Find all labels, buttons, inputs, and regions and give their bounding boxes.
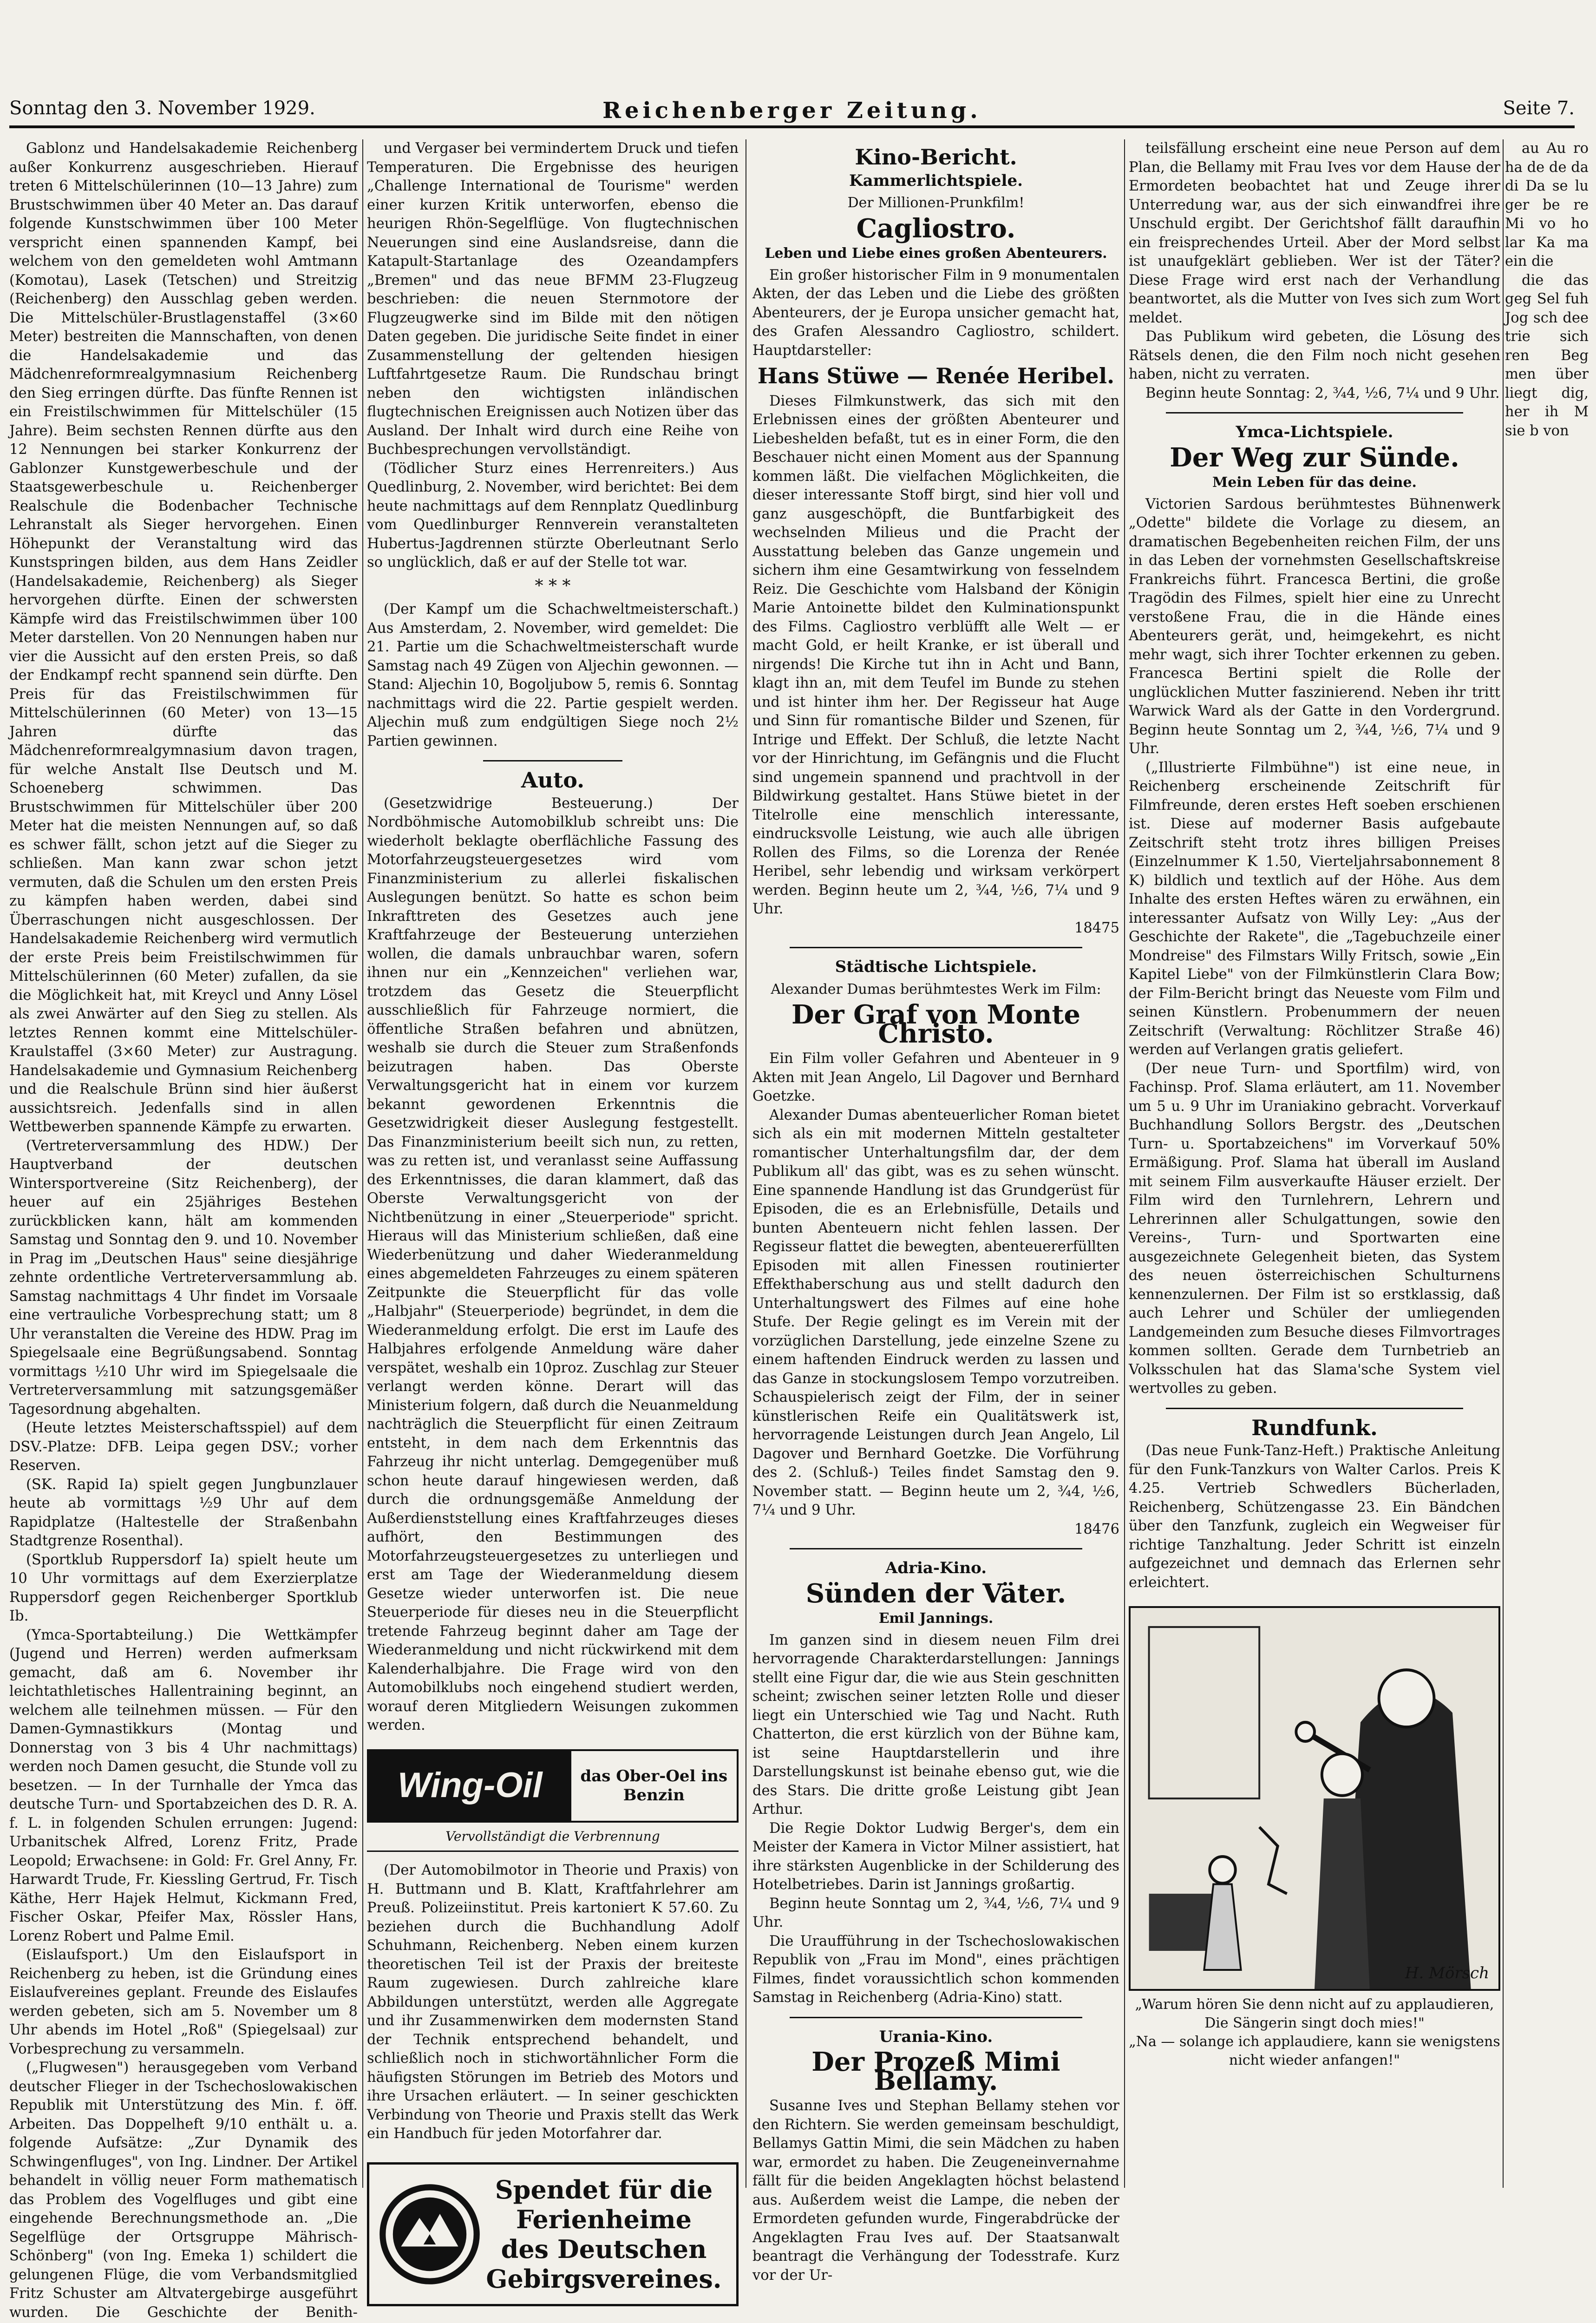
article-paragraph: (Heute letztes Meisterschaftsspiel) auf dem DSV.-Platze: DFB. Leipa gegen DSV.; vorher Reserven.: [9, 1420, 358, 1474]
article-paragraph: Die Regie Doktor Ludwig Berger's, dem ein Meister der Kamera in Victor Milner assistiert, hat ihre stärksten Augenblicke in der Schilderung des Hotelbetriebes. Darin ist Jannings großartig.: [752, 1820, 1119, 1893]
divider: [1166, 1408, 1463, 1409]
article-paragraph: („Flugwesen") herausgegeben vom Verband deutscher Flieger in der Tschechoslowakischen Republik mit Unterstützung des Min. f. öff. Arbeiten. Das Doppelheft 9/10 enthält u. a. folgende Aufsätze: „Zur Dynamik des Schwingenfluges", von Ing. Lindner. Der Artikel behandelt in völlig neuer Form mathematisch das Problem des Vogelfluges und gibt eine eingehende Berechnungsmethode an. „Die Segelflüge der Ortsgruppe Mährisch-Schönberg" (von Ing. Emeka 1) schildert die gelungenen Flüge, die vom Verbandsmitglied Fritz Schuster am Altvatergebirge ausgeführt wurden. Die Geschichte der Benith-: [9, 2060, 358, 2321]
article-paragraph: Dieses Filmkunstwerk, das sich mit den Erlebnissen eines der größten Abenteurer und Liebeshelden befaßt, tut es in einer Form, die den Beschauer nicht einen Moment aus der Spannung kommen läßt. Die vielfachen Möglichkeiten, die dieser interessante Stoff birgt, sind hier voll und ganz ausgeschöpft, die Buntfarbigkeit des wechselnden Milieus und die Pracht der Ausstattung beleben das Ganze ungemein und sichern ihm eine Gesamtwirkung von fesselndem Reiz. Die Geschichte vom Halsband der Königin Marie Antoinette bildet den Kulminationspunkt des Films. Cagliostro verblüfft alle Welt — er macht Gold, er heilt Kranke, er ist überall und nirgends! Die Kirche tut ihn in Acht und Bann, klagt ihn an, mit dem Teufel im Bunde zu stehen und ist hinter ihm her. Der Regisseur hat Auge und Sinn für romantische Bilder und Szenen, für Intrige und Effekt. Der Schluß, die letzte Nacht vor der Hinrichtung, im Gefängnis und die Flucht sind ungemein spannend und prachtvoll in der Bildwirkung gestaltet. Hans Stüwe bietet in der Titelrolle eine menschlich interessante, eindrucksvolle Leistung, wie auch alle übrigen Rollen des Films, so die Lorenza der Renée Heribel, sehr lebendig und wirksam verkörpert werden. Beginn heute um 2, ¾4, ½6, 7¼ und 9 Uhr.: [752, 393, 1119, 917]
masthead: [9, 70, 1575, 128]
column-rule: [362, 139, 363, 2188]
article-paragraph: Susanne Ives und Stephan Bellamy stehen vor den Richtern. Sie werden gemeinsam beschuldigt, Bellamys Gattin Mimi, die sein Mädchen zu haben war, ermordet zu haben. Die Zeugeneinvernahme fällt für die beiden Angeklagten höchst belastend aus. Außerdem weist die Lampe, die neben der Ermordeten gefunden wurde, Fingerabdrücke der Angeklagten Frau Ives auf. Der Staatsanwalt beantragt die Verhängung der Todesstrafe. Kurz vor der Ur-: [752, 2098, 1119, 2284]
article-paragraph: (Der Kampf um die Schachweltmeisterschaft.) Aus Amsterdam, 2. November, wird gemeldet: Die 21. Partie um die Schachweltmeisterschaft wurde Samstag nach 49 Zügen von Aljechin gewonnen. — Stand: Aljechin 10, Bogoljubow 5, remis 6. Sonntag nachmittags wird die 22. Partie gespielt werden. Aljechin muß zum endgültigen Siege noch 2½ Partien gewinnen.: [367, 601, 739, 749]
column-4: [1129, 139, 1500, 2188]
cartoon-caption: „Warum hören Sie denn nicht auf zu applaudieren, Die Sängerin singt doch mies!" „Na — solange ich applaudiere, kann sie wenigstens nicht wieder anfangen!": [1129, 1996, 1500, 2068]
ad-code: 18475: [1074, 919, 1119, 936]
film-subtitle: Der Millionen-Prunkfilm!: [847, 195, 1025, 211]
divider: [790, 2017, 1082, 2018]
section-heading-auto: Auto.: [521, 768, 585, 793]
film-title: Cagliostro.: [856, 213, 1016, 244]
wing-oil-tagline: das Ober-Oel ins Benzin: [580, 1767, 728, 1805]
page-number: Seite 7.: [1503, 98, 1575, 119]
gebirgsverein-emblem-icon: [379, 2183, 481, 2285]
article-paragraph: Alexander Dumas abenteuerlicher Roman bietet sich als ein mit modernen Mitteln gestalteter romantischer Unterhaltungsfilm dar, der dem Publikum all' das gibt, was es zu sehen wünscht. Eine spannende Handlung ist das Grundgerüst für Episoden, die es an Erlebnisfülle, Details und bunten Abenteuern nicht fehlen lassen. Der Regisseur flattet die bewegten, abenteuererfüllten Episoden mit allen Finessen routinierter Effekthaberschung aus und stellt dadurch den Unterhaltungswert des Filmes auf eine hohe Stufe. Der Regie gelingt es im Verein mit der vorzüglichen Darstellung, jede einzelne Szene zu einem haftenden Eindruck werden zu lassen und das Ganze in stockungslosem Tempo vorzutreiben. Schauspielerisch zeigt der Film, der in seiner künstlerischen Reife ein Qualitätswerk ist, hervorragende Leistungen durch Jean Angelo, Lil Dagover und Bernhard Goetzke. Die Vorführung des 2. (Schluß-) Teiles findet Samstag den 9. November statt. — Beginn heute um 2, ¾4, ½6, 7¼ und 9 Uhr.: [752, 1107, 1119, 1518]
paper-title: Reichenberger Zeitung.: [602, 98, 981, 124]
separator-stars: * * *: [535, 576, 571, 596]
film-star: Emil Jannings.: [878, 1610, 994, 1627]
article-paragraph: (Eislaufsport.) Um den Eislaufsport in Reichenberg zu heben, ist die Gründung eines Eislaufvereines geplant. Freunde des Eislaufes werden gebeten, sich am 5. November um 8 Uhr abends im Hotel „Roß" (Spiegelsaal) zur Vorbesprechung zu versammeln.: [9, 1947, 358, 2057]
film-subtitle: Alexander Dumas berühmtestes Werk im Film:: [771, 981, 1101, 997]
article-paragraph: (Das neue Funk-Tanz-Heft.) Praktische Anleitung für den Funk-Tanzkurs von Walter Carlos. Preis K 4.25. Vertrieb Schwedlers Bücherladen, Reichenberg, Schützengasse 23. Ein Bändchen über den Tanzfunk, zugleich ein Wegweiser für richtige Tanzhaltung. Jeder Schritt ist einzeln aufgezeichnet und demnach das Erlernen sehr erleichtert.: [1129, 1443, 1500, 1591]
column-3: [752, 139, 1119, 2284]
article-paragraph: Victorien Sardous berühmtestes Bühnenwerk „Odette" bildete die Vorlage zu diesem, an dramatischen Begebenheiten reichen Film, der uns in das Leben der vornehmsten Gesellschaftskreise Frankreichs führt. Francesca Bertini, die große Tragödin des Filmes, spielt hier eine zu Unrecht verstoßene Frau, die in die Hände eines Abenteurers gerät, und, heimgekehrt, es nicht mehr wagt, sich ihrer Tochter erkennen zu geben. Francesca Bertini spielt die Rolle der unglücklichen Mutter faszinierend. Neben ihr tritt Warwick Ward als der Gatte in den Vordergrund. Beginn heute Sonntag um 2, ¾4, ½6, 7¼ und 9 Uhr.: [1129, 496, 1500, 757]
cartoon-drawing: [1131, 1608, 1498, 1989]
ad-code: 18476: [1074, 1521, 1119, 1537]
issue-date: Sonntag den 3. November 1929.: [9, 98, 315, 119]
venue-heading: Kammerlichtspiele.: [849, 171, 1023, 190]
film-title: Der Prozeß Mimi Bellamy.: [811, 2047, 1060, 2096]
wing-oil-subline: Vervollständigt die Verbrennung: [367, 1827, 739, 1852]
section-heading-kino: Kino-Bericht.: [855, 144, 1017, 170]
article-paragraph: au Au ro ha de de da di Da se lu ger be re Mi vo ho lar Ka ma ein die: [1505, 140, 1589, 269]
divider: [1166, 412, 1463, 413]
column-rule: [1124, 139, 1125, 2188]
wing-oil-brand: Wing-Oil: [369, 1751, 571, 1821]
column-rule: [1503, 139, 1504, 2188]
article-paragraph: (SK. Rapid Ia) spielt gegen Jungbunzlauer heute ab vormittags ½9 Uhr auf dem Rapidplatze (Haltestelle der Straßenbahn Stadtgrenze Rosenthal).: [9, 1476, 358, 1549]
divider: [790, 1548, 1082, 1549]
ferienheime-ad-text: Spendet für die Ferienheime des Deutschen Gebirgsvereines.: [486, 2174, 722, 2294]
film-subtitle: Mein Leben für das deine.: [1212, 474, 1417, 491]
column-5-cropped: [1505, 139, 1589, 2188]
article-paragraph: Im ganzen sind in diesem neuen Film drei hervorragende Charakterdarstellungen: Jannings stellt eine Figur dar, die wie aus Stein geschnitten scheint; zwischen seiner letzten Rolle und dieser liegt ein Unterschied wie Tag und Nacht. Ruth Chatterton, die erst kürzlich von der Bühne kam, ist seine Hauptdarstellerin und ihre Darstellungskunst ist beinahe ebenso gut, wie die des Stars. Die dritte große Leistung gibt Jean Arthur.: [752, 1632, 1119, 1818]
cartoon-signature: H. Mörsch: [1405, 1963, 1489, 1982]
article-paragraph: Ein Film voller Gefahren und Abenteuer in 9 Akten mit Jean Angelo, Lil Dagover und Bernhard Goetzke.: [752, 1050, 1119, 1104]
venue-heading: Städtische Lichtspiele.: [835, 958, 1037, 976]
article-paragraph: Das Publikum wird gebeten, die Lösung des Rätsels denen, die den Film noch nicht gesehen haben, nicht zu verraten.: [1129, 328, 1500, 382]
film-tagline: Leben und Liebe eines großen Abenteurers.: [765, 245, 1107, 262]
divider: [483, 760, 622, 761]
divider: [790, 947, 1082, 948]
article-paragraph: (Der Automobilmotor in Theorie und Praxis) von H. Buttmann und B. Klatt, Kraftfahrlehrer am Preuß. Polizeiinstitut. Preis kartoniert K 57.60. Zu beziehen durch die Buchhandlung Adolf Schuhmann, Reichenberg. Neben einem kurzen theoretischen Teil ist der Praxis der breiteste Raum zugewiesen. Durch zahlreiche klare Abbildungen unterstützt, werden alle Aggregate und ihr Zusammenwirken dem modernsten Stand der Technik entsprechend behandelt, und schließlich noch in stichwortähnlicher Form die häufigsten Störungen im Betrieb des Motors und ihre Ursachen erläutert. — In seiner geschickten Verbindung von Theorie und Praxis stellt das Werk ein Handbuch für jeden Motorfahrer dar.: [367, 1862, 739, 2142]
film-title: Sünden der Väter.: [805, 1578, 1066, 1609]
ferienheime-ad: [367, 2162, 739, 2306]
wing-oil-ad: [367, 1749, 739, 1823]
article-paragraph: (Der neue Turn- und Sportfilm) wird, von Fachinsp. Prof. Slama erläutert, am 11. November um 5 u. 9 Uhr im Uraniakino gebracht. Vorverkauf Buchhandlung Sollors Bergstr. des „Deutschen Turn- u. Sportabzeichens" im Vorverkauf 50% Ermäßigung. Prof. Slama hat überall im Ausland mit seinem Film ausverkaufte Häuser erzielt. Der Film wird den Turnlehrern, Lehrern und Lehrerinnen aller Schulgattungen, sowie den Vereins-, Turn- und Sportwarten eine ausgezeichnete Gelegenheit bieten, das System des neuen österreichischen Schulturnens kennenzulernen. Der Film ist so erstklassig, daß auch Lehrer und Schüler der umliegenden Landgemeinden zum Besuche dieses Filmvortrages kommen sollten. Gerade dem Turnbetrieb an Volksschulen hat das Slama'sche System viel wertvolles zu geben.: [1129, 1060, 1500, 1397]
film-title: Der Graf von Monte Christo.: [791, 999, 1081, 1049]
column-2: [367, 139, 739, 2294]
article-paragraph: Die Uraufführung in der Tschechoslowakischen Republik von „Frau im Mond", eines prächtigen Filmes, findet voraussichtlich schon kommenden Samstag in Reichenberg (Adria-Kino) statt.: [752, 1933, 1119, 2006]
article-paragraph: Ein großer historischer Film in 9 monumentalen Akten, der das Leben und die Liebe des größten Abenteurers, der je Europa unsicher gemacht hat, des Grafen Alessandro Cagliostro, schildert. Hauptdarsteller:: [752, 267, 1119, 359]
article-paragraph: (Gesetzwidrige Besteuerung.) Der Nordböhmische Automobilklub schreibt uns: Die wiederholt beklagte oberflächliche Fassung des Motorfahrzeugsteuergesetzes wird vom Finanzministerium zu allerlei fiskalischen Auslegungen benützt. So hatte es schon beim Inkrafttreten des Gesetzes auch jene Kraftfahrzeuge der Besteuerung unterziehen wollen, die damals unbrauchbar waren, sofern ihnen nur ein „Kennzeichen" verliehen war, trotzdem das Gesetz die Steuerpflicht ausschließlich für Fahrzeuge normiert, die öffentliche Straßen befahren und abnützen, weshalb sie durch die Steuer zum Straßenfonds beizutragen haben. Das Oberste Verwaltungsgericht hat in einem vor kurzem bekannt gewordenen Erkenntnis die Gesetzwidrigkeit dieser Auslegung festgestellt. Das Finanzministerium beeilt sich nun, zu retten, was zu retten ist, und veranlasst seine Auffassung des Erkenntnisses, die daran klammert, daß das Oberste Verwaltungsgericht von der Nichtbenützung in einer „Steuerperiode" spricht. Hieraus will das Ministerium schließen, daß eine Wiederbenützung und daher Wiederanmeldung eines abgemeldeten Fahrzeuges zu einem späteren Zeitpunkte die Steuerpflicht für das volle „Halbjahr" (Steuerperiode) begründet, in dem die Wiederanmeldung erfolgt. Die erst im Laufe des Halbjahres erfolgende Anmeldung wäre daher verspätet, weshalb ein 10proz. Zuschlag zur Steuer verlangt werden könne. Derart will das Ministerium folgern, daß durch die Neuanmeldung nachträglich die Steuerpflicht für einen Zeitraum entsteht, in dem nach dem Erkenntnis das Fahrzeug ihr nicht unterlag. Demgegenüber muß schon heute darauf hingewiesen werden, daß durch die ordnungsgemäße Anmeldung der Außerdienststellung eines Kraftfahrzeuges dieses aufhört, den Bestimmungen des Motorfahrzeugsteuergesetzes zu unterliegen und erst am Tage der Wiederanmeldung diesem Gesetze wieder unterworfen ist. Die neue Steuerperiode für dieses neu in die Steuerpflicht tretende Fahrzeug beginnt daher am Tage der Wiederanmeldung und nicht rückwirkend mit dem Kalenderhalbjahre. Die Frage wird von den Automobilklubs noch eingehend studiert werden, worauf deren Mitgliedern Weisungen zukommen werden.: [367, 795, 739, 1733]
article-paragraph: Gablonz und Handelsakademie Reichenberg außer Konkurrenz ausgeschrieben. Hierauf treten 6 Mittelschülerinnen (10—13 Jahre) zum Brustschwimmen über 40 Meter an. Das darauf folgende Kunstschwimmen über 100 Meter verspricht einen spannenden Kampf, bei welchem von den gemeldeten wohl Amtmann (Komotau), Lasek (Tetschen) und Streitzig (Reichenberg) den Ausschlag geben werden. Die Mittelschüler-Brustlagenstaffel (3×60 Meter) bestreiten die Mannschaften, von denen die Handelsakademie und das Mädchenreformrealgymnasium Reichenberg den Sieg erringen dürfte. Das fünfte Rennen ist ein Freistilschwimmen für Mittelschüler (15 Jahre). Beim sechsten Rennen dürfte aus den 12 Nennungen bei starker Konkurrenz der Gablonzer Kunstgewerbeschule und der Staatsgewerbeschule u. Reichenberger Realschule die Bodenbacher Technische Lehranstalt als Sieger hervorgehen. Einen Höhepunkt der Veranstaltung wird das Kunstspringen bilden, aus dem Hans Zeidler (Handelsakademie, Reichenberg) als Sieger hervorgehen dürfte. Einen der schwersten Kämpfe wird das Freistilschwimmen über 100 Meter darstellen. Von 20 Nennungen haben nur vier die Aussicht auf den ersten Preis, so daß der Endkampf recht spannend sein dürfte. Den Preis für das Freistilschwimmen für Mittelschülerinnen (60 Meter) von 13—15 Jahren dürfte das Mädchenreformrealgymnasium davon tragen, für welche Anstalt Ilse Deutsch und M. Schoeneberg schwimmen. Das Brustschwimmen für Mittelschüler über 200 Meter hat die meisten Nennungen auf, so daß es schwer fällt, schon jetzt auf die Sieger zu schließen. Man kann zwar schon jetzt vermuten, daß die Schulen um den ersten Preis zu kämpfen haben werden, dabei sind Überraschungen nicht ausgeschlossen. Der Handelsakademie Reichenberg wird vermutlich der erste Preis beim Freistilschwimmen für Mittelschülerinnen (60 Meter) zufallen, da sie die Möglichkeit hat, mit Kreycl und Anny Lösel als zwei Anwärter auf den Sieg zu stellen. Als letztes Rennen kommt eine Mittelschüler-Kraulstaffel (3×60 Meter) zur Austragung. Handelsakademie und Gymnasium Reichenberg und die Realschule Brünn sind hier äußerst aussichtsreich. Jedenfalls sind in allen Wettbewerben spannende Kämpfe zu erwarten.: [9, 140, 358, 1135]
article-paragraph: und Vergaser bei vermindertem Druck und tiefen Temperaturen. Die Ergebnisse des heurigen „Challenge International de Tourisme" werden einer kurzen Kritik unterworfen, ebenso die heurigen Rhön-Segelflüge. Von flugtechnischen Neuerungen sind eine Auslandsreise, dann die Katapult-Startanlage des Ozeandampfers „Bremen" und das neue BFMM 23-Flugzeug beschrieben: die neuen Sternmotore der Flugzeugwerke sind im Bilde mit den nötigen Daten gegeben. Die juridische Seite findet in einer Zusammenstellung der geltenden hiesigen Luftfahrtgesetze Raum. Die Rundschau bringt neben den wichtigsten inländischen flugtechnischen Ereignissen auch Notizen über das Ausland. Der Inhalt wird durch eine Reihe von Buchbesprechungen vervollständigt.: [367, 140, 739, 458]
venue-heading: Adria-Kino.: [885, 1559, 987, 1577]
article-paragraph: Beginn heute Sonntag um 2, ¾4, ½6, 7¼ und 9 Uhr.: [752, 1895, 1119, 1930]
article-paragraph: (Sportklub Ruppersdorf Ia) spielt heute um 10 Uhr vormittags auf dem Exerzierplatze Ruppersdorf gegen Reichenberger Sportklub Ib.: [9, 1551, 358, 1624]
article-paragraph: („Illustrierte Filmbühne") ist eine neue, in Reichenberg erscheinende Zeitschrift für Filmfreunde, deren erstes Heft soeben erschienen ist. Diese auf moderner Basis aufgebaute Zeitschrift steht trotz ihres billigen Preises (Einzelnummer K 1.50, Vierteljahrsabonnement 8 K) bildlich und textlich auf der Höhe. Aus dem Inhalte des ersten Heftes wären zu erwähnen, ein interessanter Aufsatz von Willy Ley: „Aus der Geschichte der Rakete", die „Tagebuchzeile einer Mondreise" des Filmstars Willy Fritsch, sowie „Ein Kapitel Liebe" von der Filmkünstlerin Clara Bow; der Film-Bericht bringt das Neueste vom Film und seinen Künstlern. Probenummern der neuen Zeitschrift (Verwaltung: Röchlitzer Straße 46) werden auf Verlangen gratis geliefert.: [1129, 759, 1500, 1058]
article-paragraph: teilsfällung erscheint eine neue Person auf dem Plan, die Bellamy mit Frau Ives vor dem Hause der Ermordeten beobachtet hat und Zeuge ihrer Unterredung war, aus der sich einwandfrei ihre Unschuld ergibt. Der Gerichtshof fällt daraufhin ein freisprechendes Urteil. Aber der Mord selbst ist unaufgeklärt geblieben. Wer ist der Täter? Diese Frage wird erst nach der Verhandlung beantwortet, als die Mutter von Ives sich zum Wort meldet.: [1129, 140, 1500, 326]
venue-heading: Urania-Kino.: [879, 2027, 993, 2046]
column-1: [9, 139, 358, 2321]
film-stars: Hans Stüwe — Renée Heribel.: [757, 363, 1115, 388]
article-paragraph: (Ymca-Sportabteilung.) Die Wettkämpfer (Jugend und Herren) werden aufmerksam gemacht, daß am 6. November ihr leichtathletisches Hallentraining beginnt, an welchem alle teilnehmen müssen. — Für den Damen-Gymnastikkurs (Montag und Donnerstag von 3 bis 4 Uhr nachmittags) werden noch Damen gesucht, die Stunde voll zu besetzen. — In der Turnhalle der Ymca das deutsche Turn- und Sportabzeichen des D. R. A. f. L. in folgenden Schulen errungen: Jugend: Urbanitschek Alfred, Lorenz Fritz, Prade Leopold; Erwachsene: in Gold: Fr. Grel Anny, Fr. Harwardt Trude, Fr. Kiessling Gertrud, Fr. Tisch Käthe, Herr Hajek Helmut, Kickmann Fred, Fischer Oskar, Pfeifer Max, Rössler Hans, Lorenz Robert und Palme Emil.: [9, 1627, 358, 1944]
cartoon-illustration: [1129, 1606, 1500, 1991]
article-paragraph: die das geg Sel fuh Jog sch dee trie sich ren Beg men über liegt dig, her ih M sie b von: [1505, 272, 1589, 439]
article-paragraph: (Vertreterversammlung des HDW.) Der Hauptverband der deutschen Wintersportvereine (Sitz Reichenberg), der heuer auf ein 25jähriges Bestehen zurückblicken kann, hält am kommenden Samstag und Sonntag den 9. und 10. November in Prag im „Deutschen Haus" seine diesjährige zehnte ordentliche Vertreterversammlung ab. Samstag nachmittags 4 Uhr findet im Vorsaale eine vertrauliche Vorbesprechung statt; um 8 Uhr veranstalten die Vereine des HDW. Prag im Spiegelsaale eine Begrüßungsabend. Sonntag vormittags ½10 Uhr wird im Spiegelsaale die Vertreterversammlung mit satzungsgemäßer Tagesordnung abgehalten.: [9, 1137, 358, 1417]
article-paragraph: Beginn heute Sonntag: 2, ¾4, ½6, 7¼ und 9 Uhr.: [1145, 385, 1500, 401]
film-title: Der Weg zur Sünde.: [1170, 442, 1459, 473]
article-paragraph: (Tödlicher Sturz eines Herrenreiters.) Aus Quedlinburg, 2. November, wird berichtet: Bei dem heute nachmittags auf dem Rennplatz Quedlinburg vom Quedlinburger Rennverein veranstalteten Hubertus-Jagdrennen stürzte Oberleutnant Serlo so unglücklich, daß er auf der Stelle tot war.: [367, 460, 739, 571]
section-heading-rundfunk: Rundfunk.: [1251, 1415, 1378, 1440]
venue-heading: Ymca-Lichtspiele.: [1236, 423, 1393, 441]
